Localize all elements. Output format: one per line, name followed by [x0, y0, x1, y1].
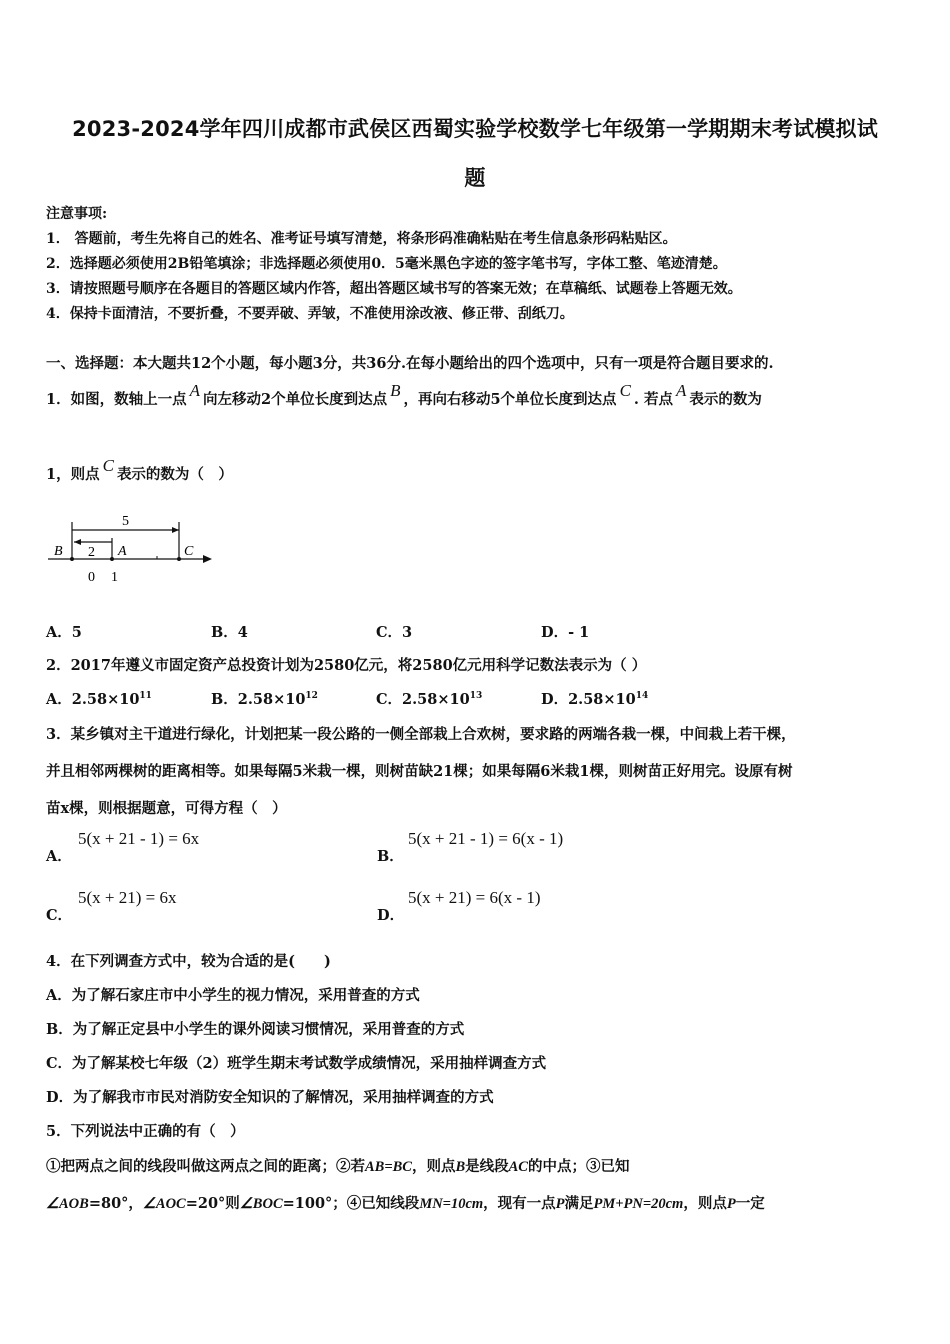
exam-title: 2023-2024学年四川成都市武侯区西蜀实验学校数学七年级第一学期期末考试模拟试: [72, 117, 878, 141]
q3-option-d-label: D．: [377, 907, 405, 924]
notes-heading: 注意事项:: [46, 206, 108, 222]
q3-option-b-label: B．: [377, 848, 404, 865]
q4-option-c: C．为了解某校七年级（2）班学生期末考试数学成绩情况，采用抽样调查方式: [46, 1055, 547, 1072]
q2-option-d: D．$2.58\times 10^{14}$: [541, 691, 649, 708]
question-5-text: 5．下列说法中正确的有（ ）: [46, 1123, 245, 1140]
q4-option-a: A．为了解石家庄市中小学生的视力情况，采用普查的方式: [46, 987, 420, 1004]
figure-label-2: 2: [88, 545, 95, 560]
question-3-text-cont: 苗x棵，则根据题意，可得方程（ ）: [46, 800, 287, 817]
q2-option-a: A．$2.58\times 10^{11}$: [46, 691, 152, 708]
question-5-statement: ①把两点之间的线段叫做这两点之间的距离；②若AB=BC，则点B是线段AC的中点；③已知: [46, 1158, 630, 1175]
question-5-statement-cont: ∠AOB=80°，∠AOC=20°则∠BOC=100°；④已知线段MN=10cm，现有一点P满足PM+PN=20cm，则点P一定: [46, 1195, 765, 1212]
q4-option-b: B．为了解正定县中小学生的课外阅读习惯情况，采用普查的方式: [46, 1021, 465, 1038]
figure-tick-0: 0: [88, 570, 95, 585]
q3-option-c-label: C．: [46, 907, 73, 924]
question-4-text: 4．在下列调查方式中，较为合适的是( ): [46, 953, 331, 970]
q3-option-a-equation: 5(x + 21 - 1) = 6x: [78, 829, 200, 848]
number-line-figure: [48, 508, 218, 588]
q4-option-d: D．为了解我市市民对消防安全知识的了解情况，采用抽样调查的方式: [46, 1089, 494, 1106]
q3-option-d-equation: 5(x + 21) = 6(x - 1): [408, 888, 541, 907]
q2-option-c: C．$2.58\times 10^{13}$: [376, 691, 483, 708]
figure-label-5: 5: [122, 514, 129, 529]
figure-point-c: C: [184, 544, 194, 559]
question-1-text: 1．如图，数轴上一点 A 向左移动2个单位长度到达点 B ，再向右移动5个单位长度到达点 C . 若点 A 表示的数为: [46, 381, 762, 408]
section-heading: 一、选择题：本大题共12个小题，每小题3分，共36分.在每小题给出的四个选项中，只有一项是符合题目要求的.: [46, 355, 774, 372]
figure-point-a: A: [118, 544, 127, 559]
question-1-text-cont: 1，则点 C 表示的数为（ ）: [46, 456, 233, 483]
q1-option-b: B．4: [211, 624, 248, 641]
question-3-text: 3．某乡镇对主干道进行绿化，计划把某一段公路的一侧全部栽上合欢树，要求路的两端各栽一棵，中间栽上若干棵，: [46, 726, 796, 743]
q3-option-a-label: A．: [46, 848, 72, 865]
q3-option-b-equation: 5(x + 21 - 1) = 6(x - 1): [408, 829, 564, 848]
q1-option-d: D．- 1: [541, 624, 590, 641]
note-item: 4．保持卡面清洁，不要折叠，不要弄破、弄皱，不准使用涂改液、修正带、刮纸刀。: [46, 306, 574, 322]
question-2-text: 2．2017年遵义市固定资产总投资计划为2580亿元，将2580亿元用科学记数法表示为（ ）: [46, 657, 647, 674]
question-3-text-cont: 并且相邻两棵树的距离相等。如果每隔5米栽一棵，则树苗缺21棵；如果每隔6米栽1棵，则树苗正好用完。设原有树: [46, 763, 793, 780]
note-item: 2．选择题必须使用2B铅笔填涂；非选择题必须使用0．5毫米黑色字迹的签字笔书写，字体工整、笔迹清楚。: [46, 256, 727, 272]
figure-tick-1: 1: [111, 570, 118, 585]
note-item: 1． 答题前，考生先将自己的姓名、准考证号填写清楚，将条形码准确粘贴在考生信息条形码粘贴区。: [46, 231, 677, 247]
q3-option-c-equation: 5(x + 21) = 6x: [78, 888, 177, 907]
q1-option-a: A．5: [46, 624, 82, 641]
q1-option-c: C．3: [376, 624, 413, 641]
note-item: 3．请按照题号顺序在各题目的答题区域内作答，超出答题区域书写的答案无效；在草稿纸、试题卷上答题无效。: [46, 281, 742, 297]
q2-option-b: B．$2.58\times 10^{12}$: [211, 691, 318, 708]
exam-title-cont: 题: [464, 166, 486, 190]
figure-point-b: B: [54, 544, 63, 559]
